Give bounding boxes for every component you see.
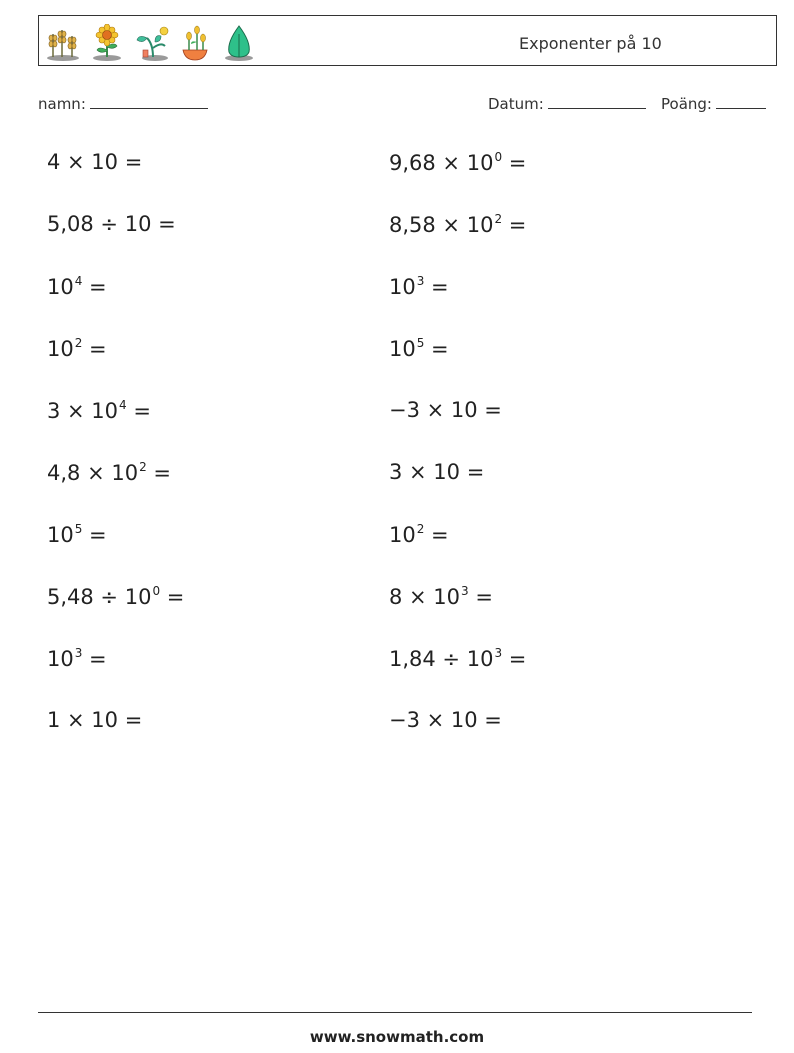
problem-expression: 1,84 ÷ 10 — [389, 647, 494, 671]
problem-equals: = — [82, 275, 107, 299]
problem-6-1 — [47, 460, 171, 485]
problem-expression: 10 — [389, 275, 416, 299]
problem-expression: 10 — [389, 337, 416, 361]
problem-exponent: 2 — [139, 460, 147, 474]
problem-equals: = — [424, 275, 449, 299]
problem-8-1 — [47, 584, 184, 609]
date-label: Datum: — [488, 95, 544, 113]
problem-3-2 — [389, 274, 449, 299]
problem-6-2 — [389, 460, 484, 484]
problem-equals: = — [82, 523, 107, 547]
problem-expression: 10 — [47, 647, 74, 671]
worksheet-title: Exponenter på 10 — [519, 34, 662, 53]
problem-expression: 4 × 10 = — [47, 150, 143, 174]
problem-10-2 — [389, 708, 502, 732]
problem-exponent: 0 — [152, 584, 161, 598]
problem-equals: = — [146, 461, 171, 485]
problem-expression: 8,58 × 10 — [389, 213, 494, 237]
problem-4-2 — [389, 336, 449, 361]
problem-equals: = — [82, 337, 107, 361]
problem-expression: 10 — [389, 523, 416, 547]
problem-5-2 — [389, 398, 502, 422]
problem-expression: 10 — [47, 337, 74, 361]
problem-expression: 4,8 × 10 — [47, 461, 139, 485]
problem-exponent: 3 — [461, 584, 469, 598]
problem-exponent: 2 — [416, 522, 425, 536]
problem-exponent: 5 — [74, 522, 83, 536]
footer-divider — [38, 1012, 752, 1013]
problem-equals: = — [468, 585, 493, 609]
problem-9-2 — [389, 646, 526, 671]
problem-1-2 — [389, 150, 526, 175]
problem-exponent: 5 — [416, 336, 425, 350]
problem-expression: 3 × 10 = — [389, 460, 485, 484]
problem-3-1 — [47, 274, 107, 299]
problem-2-2 — [389, 212, 526, 237]
problem-exponent: 4 — [119, 398, 127, 412]
problem-expression: 8 × 10 — [389, 585, 461, 609]
name-label: namn: — [38, 95, 86, 113]
problem-2-1 — [47, 212, 176, 236]
problem-expression: 9,68 × 10 — [389, 151, 494, 175]
problem-expression: −3 × 10 = — [389, 708, 502, 732]
problem-equals: = — [126, 399, 151, 423]
problem-9-1 — [47, 646, 107, 671]
problem-equals: = — [502, 151, 527, 175]
problem-expression: −3 × 10 = — [389, 398, 502, 422]
problem-equals: = — [424, 523, 449, 547]
problem-expression: 10 — [47, 523, 74, 547]
problem-equals: = — [82, 647, 107, 671]
problem-1-1 — [47, 150, 142, 174]
problem-exponent: 4 — [74, 274, 83, 288]
problem-expression: 3 × 10 — [47, 399, 119, 423]
problem-exponent: 3 — [74, 646, 83, 660]
problem-exponent: 0 — [494, 150, 503, 164]
problem-expression: 1 × 10 = — [47, 708, 143, 732]
problem-7-2 — [389, 522, 449, 547]
problem-equals: = — [502, 213, 527, 237]
problem-expression: 10 — [47, 275, 74, 299]
score-label: Poäng: — [661, 95, 712, 113]
problem-exponent: 2 — [74, 336, 83, 350]
footer-website: www.snowmath.com — [309, 1028, 485, 1046]
problem-4-1 — [47, 336, 107, 361]
problem-expression: 5,48 ÷ 10 — [47, 585, 152, 609]
problem-exponent: 2 — [494, 212, 503, 226]
problem-8-2 — [389, 584, 493, 609]
problem-7-1 — [47, 522, 107, 547]
problem-exponent: 3 — [416, 274, 425, 288]
problem-10-1 — [47, 708, 142, 732]
problem-5-1 — [47, 398, 151, 423]
problem-equals: = — [424, 337, 449, 361]
problem-equals: = — [160, 585, 185, 609]
problem-equals: = — [502, 647, 527, 671]
problem-exponent: 3 — [494, 646, 503, 660]
problem-expression: 5,08 ÷ 10 = — [47, 212, 176, 236]
